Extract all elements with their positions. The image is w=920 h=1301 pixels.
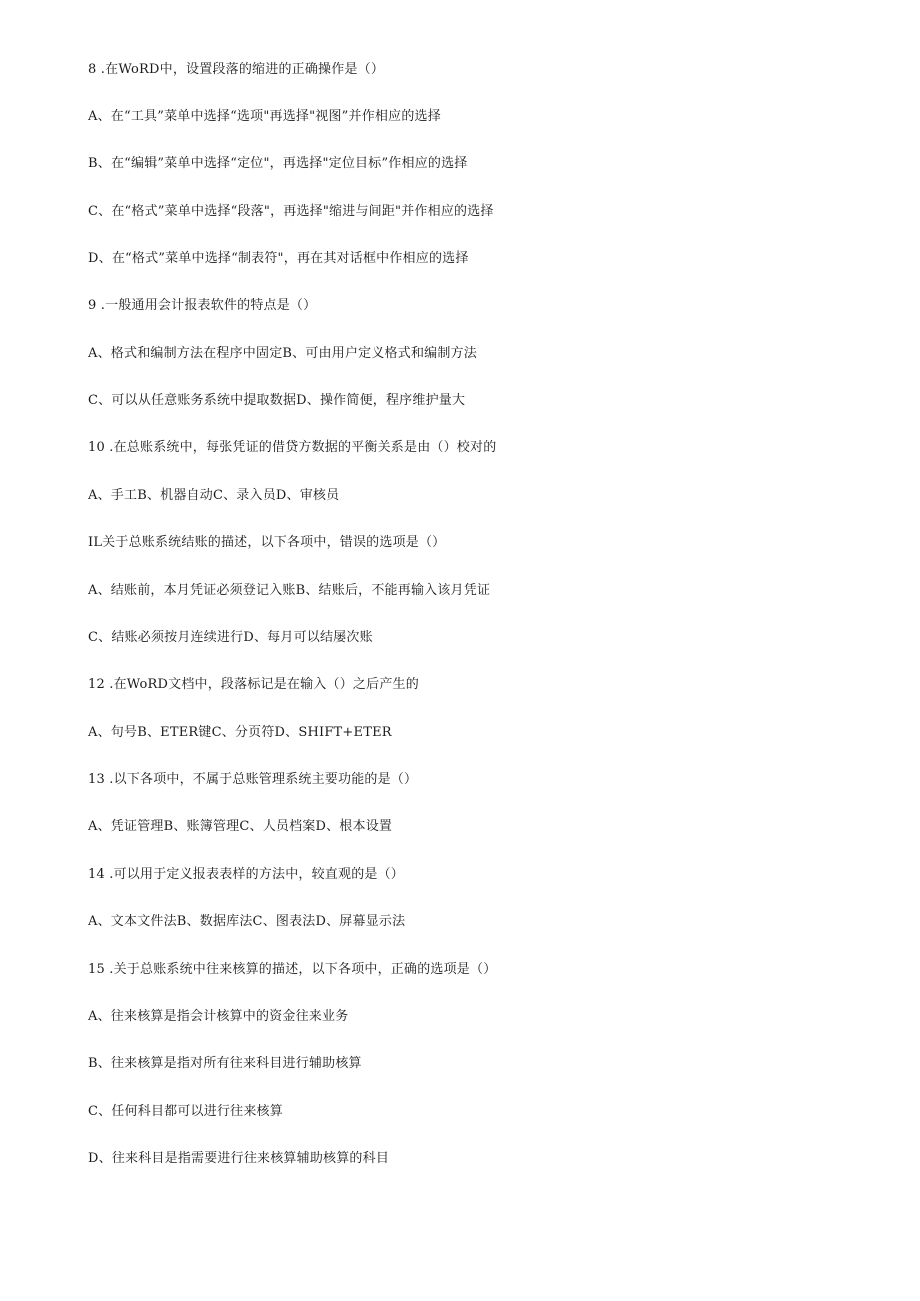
question-15-option-b: B、往来核算是指对所有往来科目进行辅助核算 — [88, 1056, 362, 1071]
question-12-options: A、句号B、ETER键C、分页符D、SHIFT+ETER — [88, 725, 392, 740]
question-14: 14 .可以用于定义报表表样的方法中，较直观的是（） — [88, 867, 405, 882]
question-9-options-cd: C、可以从任意账务系统中提取数据D、操作简便，程序维护量大 — [88, 393, 466, 408]
question-9: 9 .一般通用会计报表软件的特点是（） — [88, 298, 317, 313]
question-13: 13 .以下各项中，不属于总账管理系统主要功能的是（） — [88, 772, 418, 787]
question-13-options: A、凭证管理B、账簿管理C、人员档案D、根本设置 — [88, 819, 393, 834]
question-15-option-c: C、任何科目都可以进行往来核算 — [88, 1104, 283, 1119]
question-12: 12 .在WoRD文档中，段落标记是在输入（）之后产生的 — [88, 677, 419, 692]
question-8: 8 .在WoRD中，设置段落的缩进的正确操作是（） — [88, 62, 385, 77]
question-11-options-ab: A、结账前，本月凭证必须登记入账B、结账后，不能再输入该月凭证 — [88, 583, 491, 598]
question-11: IL关于总账系统结账的描述，以下各项中，错误的选项是（） — [88, 535, 446, 550]
question-15-option-a: A、往来核算是指会计核算中的资金往来业务 — [88, 1009, 349, 1024]
question-8-option-c: C、在“格式”菜单中选择“段落"，再选择"缩进与间距"并作相应的选择 — [88, 204, 494, 219]
question-15: 15 .关于总账系统中往来核算的描述，以下各项中，正确的选项是（） — [88, 962, 497, 977]
question-10: 10 .在总账系统中，每张凭证的借贷方数据的平衡关系是由（）校对的 — [88, 440, 497, 455]
question-8-option-b: B、在“编辑”菜单中选择“定位"，再选择"定位目标”作相应的选择 — [88, 156, 468, 171]
question-9-options-ab: A、格式和编制方法在程序中固定B、可由用户定义格式和编制方法 — [88, 346, 477, 361]
question-11-options-cd: C、结账必须按月连续进行D、每月可以结屡次账 — [88, 630, 373, 645]
question-15-option-d: D、往来科目是指需要进行往来核算辅助核算的科目 — [88, 1151, 390, 1166]
question-10-options: A、手工B、机器自动C、录入员D、审核员 — [88, 488, 340, 503]
question-14-options: A、文本文件法B、数据库法C、图表法D、屏幕显示法 — [88, 914, 406, 929]
question-8-option-d: D、在“格式”菜单中选择“制表符"，再在其对话框中作相应的选择 — [88, 251, 469, 266]
question-8-option-a: A、在“工具”菜单中选择“选项"再选择"视图”并作相应的选择 — [88, 109, 441, 124]
